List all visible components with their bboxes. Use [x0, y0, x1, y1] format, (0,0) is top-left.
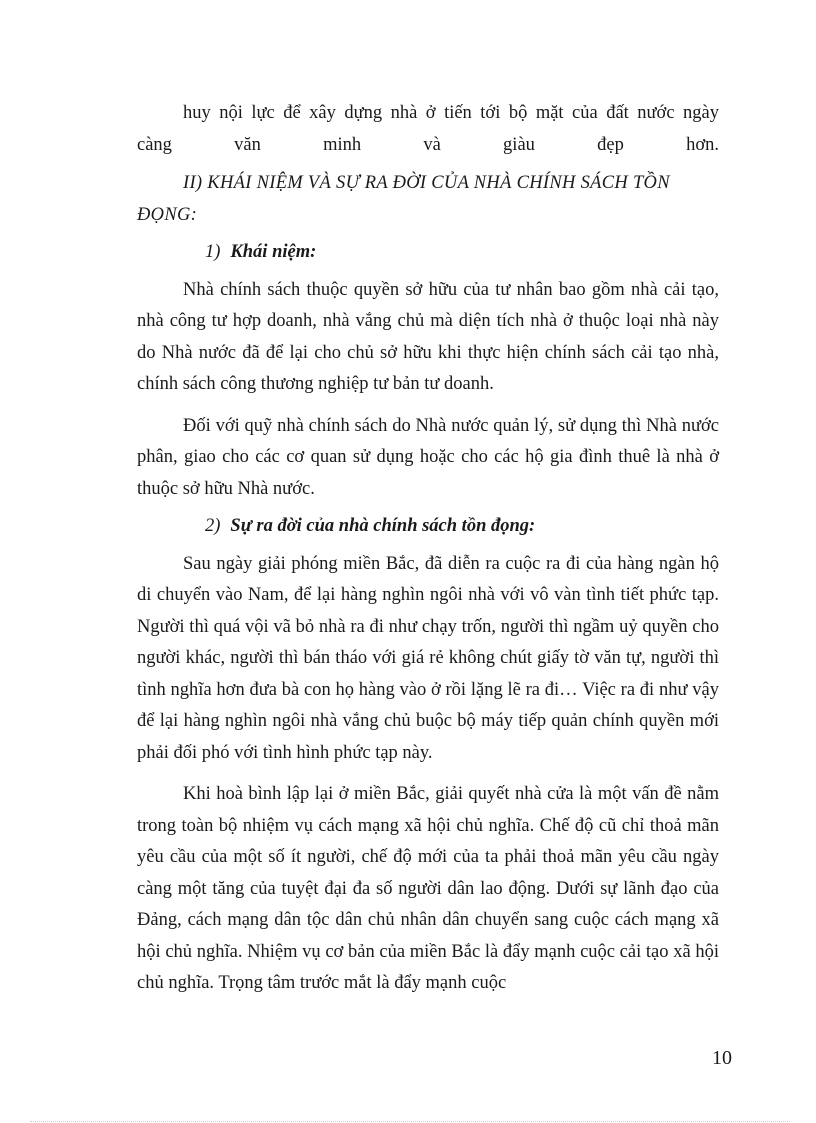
body-text — [137, 98, 719, 1000]
subheading-1-title: Khái niệm: — [230, 242, 317, 262]
page-number: 10 — [712, 1047, 732, 1069]
subheading-1-number: 1) — [205, 242, 221, 262]
subheading-2-number: 2) — [205, 516, 221, 536]
paragraph-continued-line1: huy nội lực để xây dựng nhà ở tiến tới bộ mặt của đất nước ngày — [183, 103, 719, 123]
page-bottom-rule — [30, 1121, 790, 1122]
subheading-2-title: Sự ra đời của nhà chính sách tồn đọng: — [230, 516, 536, 536]
section-heading: II) KHÁI NIỆM VÀ SỰ RA ĐỜI CỦA NHÀ CHÍNH SÁCH TỒN ĐỌNG: — [137, 173, 670, 225]
paragraph-state-management: Đối với quỹ nhà chính sách do Nhà nước quản lý, sử dụng thì Nhà nước phân, giao cho các cơ quan sử dụng hoặc cho các hộ gia đình thuê là nhà ở thuộc sở hữu Nhà nước. — [137, 415, 719, 499]
paragraph-definition: Nhà chính sách thuộc quyền sở hữu của tư nhân bao gồm nhà cải tạo, nhà công tư hợp doanh, nhà vắng chủ mà diện tích nhà ở thuộc loại nhà này do Nhà nước đã để lại cho chủ sở hữu khi thực hiện chính sách cải tạo nhà, chính sách công thương nghiệp tư bản tư doanh. — [137, 279, 719, 394]
subheading-1 — [205, 237, 719, 269]
paragraph-history: Sau ngày giải phóng miền Bắc, đã diễn ra cuộc ra đi của hàng ngàn hộ di chuyển vào Nam, để lại hàng nghìn ngôi nhà với vô vàn tình tiết phức tạp. Người thì quá vội vã bỏ nhà ra đi như chạy trốn, người thì ngầm uỷ quyền cho người khác, người thì bán tháo với giá rẻ không chút giấy tờ văn tự, người thì tình nghĩa hơn đưa bà con họ hàng vào ở rồi lặng lẽ ra đi… Việc ra đi như vậy để lại hàng nghìn ngôi nhà vắng chủ buộc bộ máy tiếp quản chính quyền mới phải đối phó với tình hình phức tạp này. — [137, 553, 719, 763]
paragraph-peace-restored: Khi hoà bình lập lại ở miền Bắc, giải quyết nhà cửa là một vấn đề nằm trong toàn bộ nhiệm vụ cách mạng xã hội chủ nghĩa. Chế độ cũ chỉ thoả mãn yêu cầu của một số ít người, chế độ mới của ta phải thoả mãn yêu cầu ngày càng một tăng của tuyệt đại đa số người dân lao động. Dưới sự lãnh đạo của Đảng, cách mạng dân tộc dân chủ nhân dân chuyển sang cuộc cách mạng xã hội chủ nghĩa. Nhiệm vụ cơ bản của miền Bắc là đẩy mạnh cuộc cải tạo xã hội chủ nghĩa. Trọng tâm trước mắt là đẩy mạnh cuộc — [137, 784, 719, 993]
paragraph-continued-line2: càng văn minh và giàu đẹp hơn. — [137, 134, 719, 155]
subheading-2 — [205, 511, 719, 543]
